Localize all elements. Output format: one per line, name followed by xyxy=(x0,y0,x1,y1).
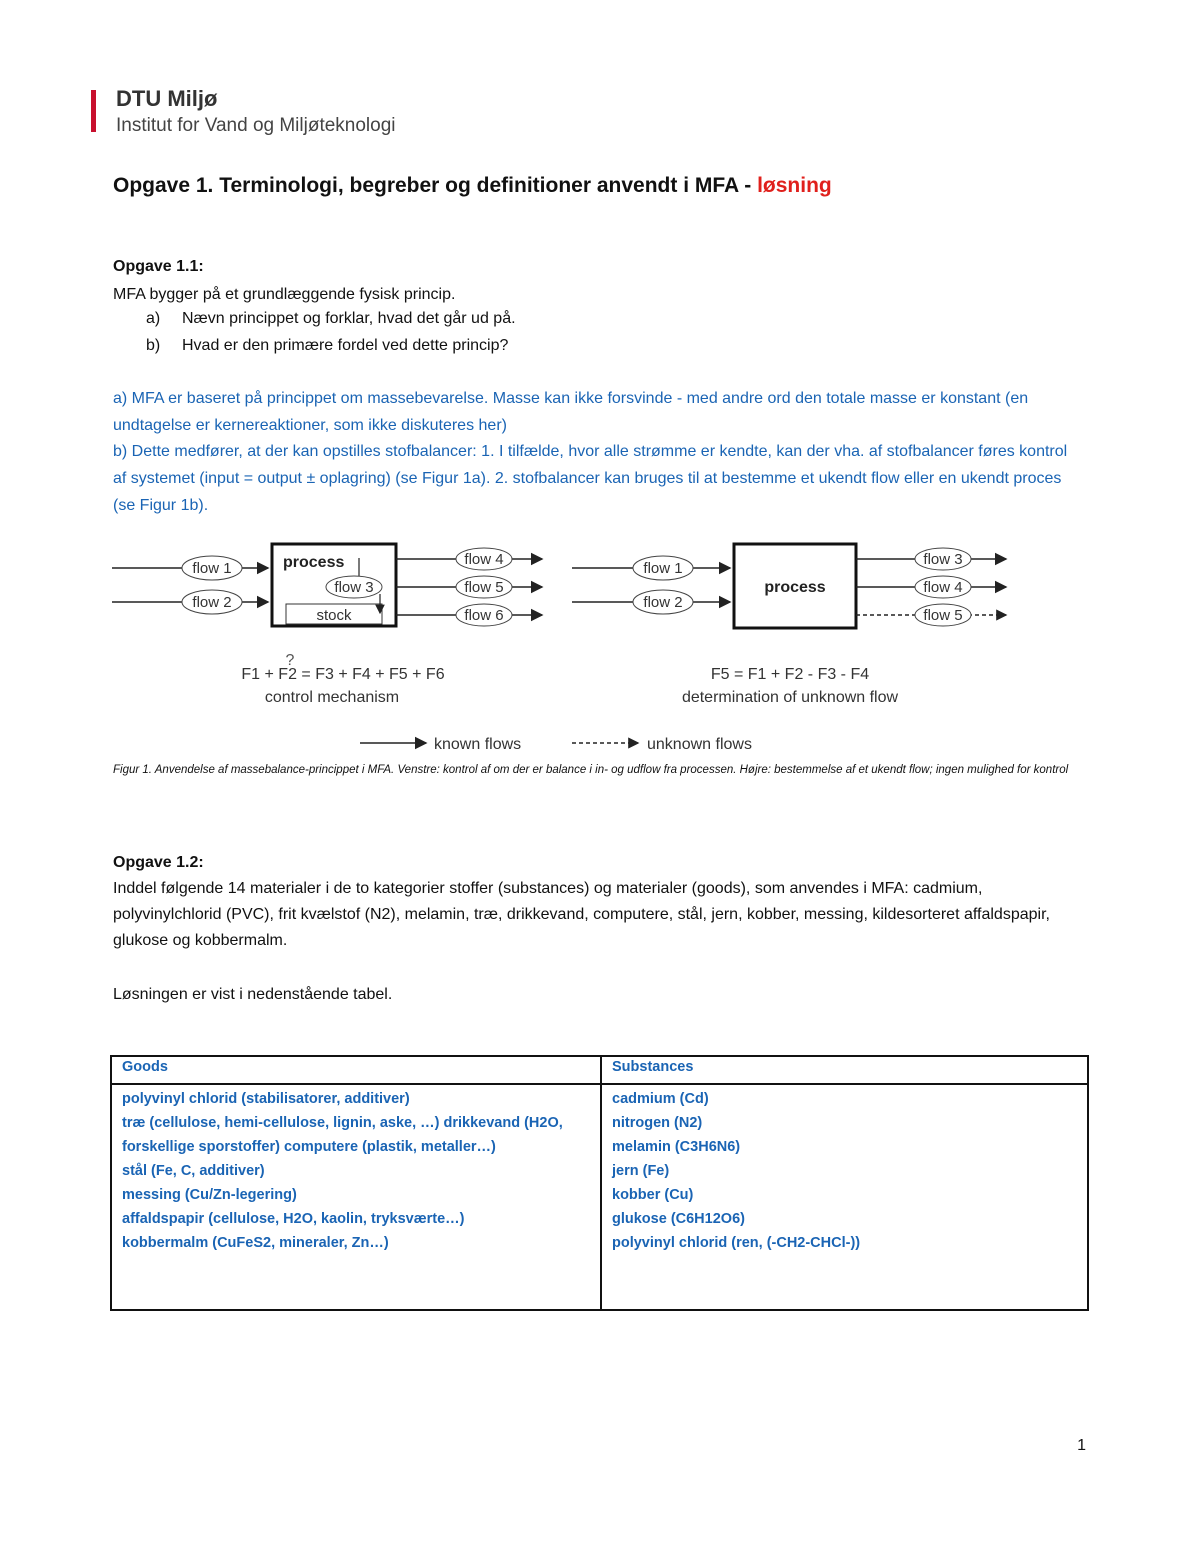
left-diagram xyxy=(112,544,542,706)
institute-name: Institut for Vand og Miljøteknologi xyxy=(116,115,396,136)
table-header-row xyxy=(111,1056,1088,1084)
right-diagram xyxy=(572,544,1006,706)
figure-1 xyxy=(110,538,1020,765)
figure-caption: Figur 1. Anvendelse af massebalance-princippet i MFA. Venstre: kontrol af om der er balance i in- og udflow fra processen. Højre: bestemmelse af et ukendt flow; ingen mulighed for kontrol xyxy=(113,764,1069,776)
task-1-2-solution-note: Løsningen er vist i nedenstående tabel. xyxy=(113,986,393,1003)
right-flow1-label: flow 1 xyxy=(643,560,683,577)
materials-table xyxy=(110,1055,1089,1311)
right-flow3-label: flow 3 xyxy=(923,551,963,568)
org-name: DTU Miljø xyxy=(116,86,218,111)
task-1-2-heading: Opgave 1.2: xyxy=(113,854,204,871)
legend-unknown-label: unknown flows xyxy=(647,736,752,753)
goods-cell xyxy=(111,1084,601,1310)
substance-item: polyvinyl chlorid (ren, (-CH2-CHCl-)) xyxy=(612,1235,861,1251)
title-main: Opgave 1. Terminologi, begreber og definitioner anvendt i MFA - xyxy=(113,174,758,197)
page-title xyxy=(113,174,832,198)
left-question-mark: ? xyxy=(285,652,295,669)
right-flow4-label: flow 4 xyxy=(923,579,963,596)
substance-item: melamin (C3H6N6) xyxy=(612,1139,741,1155)
goods-item: stål (Fe, C, additiver) xyxy=(122,1163,265,1179)
right-flow5-label: flow 5 xyxy=(923,607,963,624)
right-equation: F5 = F1 + F2 - F3 - F4 xyxy=(710,666,870,683)
substance-item: jern (Fe) xyxy=(612,1163,670,1179)
goods-item: kobbermalm (CuFeS2, mineraler, Zn…) xyxy=(122,1235,389,1251)
answer-b: b) Dette medfører, at der kan opstilles stofbalancer: 1. I tilfælde, hvor alle strømme er kendte, kan der vha. af stofbalancer føres kontrol af systemet (input = output ± oplagring) (se Figur 1a). 2. stofbalancer kan bruges til at bestemme et ukendt flow eller en ukendt proces (se Figur 1b). xyxy=(113,443,1068,514)
substance-item: kobber (Cu) xyxy=(612,1187,694,1203)
left-process-label: process xyxy=(283,554,345,571)
right-caption: determination of unknown flow xyxy=(681,689,899,706)
goods-item: polyvinyl chlorid (stabilisatorer, additiver) xyxy=(122,1091,410,1107)
substance-item: glukose (C6H12O6) xyxy=(612,1211,745,1227)
logo-bar xyxy=(91,90,96,132)
header-substances: Substances xyxy=(601,1056,1088,1084)
goods-item: messing (Cu/Zn-legering) xyxy=(122,1187,297,1203)
question-b-letter: b) xyxy=(146,337,161,354)
legend-known-label: known flows xyxy=(434,736,522,753)
figure-1-diagram xyxy=(110,538,1020,760)
page-number: 1 xyxy=(1077,1437,1086,1454)
left-flow1-label: flow 1 xyxy=(192,560,232,577)
left-flow3-label: flow 3 xyxy=(334,579,374,596)
question-a-letter: a) xyxy=(146,310,161,327)
table-row xyxy=(111,1084,1088,1310)
answer-a: a) MFA er baseret på princippet om massebevarelse. Masse kan ikke forsvinde - med andre ord den totale masse er konstant (en undtagelse er kernereaktioner, som ikke diskuteres her) xyxy=(113,390,1029,434)
left-equation: F1 + F2 = F3 + F4 + F5 + F6 xyxy=(241,666,445,683)
right-process-label: process xyxy=(764,579,826,596)
title-highlight: løsning xyxy=(757,174,832,197)
goods-item: affaldspapir (cellulose, H2O, kaolin, tryksværte…) xyxy=(122,1211,465,1227)
question-a-text: Nævn princippet og forklar, hvad det går ud på. xyxy=(182,310,516,327)
task-1-2-body: Inddel følgende 14 materialer i de to kategorier stoffer (substances) og materialer (goods), som anvendes i MFA: cadmium, polyvinylchlorid (PVC), frit kvælstof (N2), melamin, træ, drikkevand, computere, stål, jern, kobber, messing, kildesorteret affaldspapir, glukose og kobbermalm. xyxy=(113,880,1050,949)
left-flow6-label: flow 6 xyxy=(464,607,504,624)
substance-item: cadmium (Cd) xyxy=(612,1091,709,1107)
substances-cell xyxy=(601,1084,1088,1310)
left-stock-label: stock xyxy=(316,607,352,624)
left-flow2-label: flow 2 xyxy=(192,594,232,611)
right-flow2-label: flow 2 xyxy=(643,594,683,611)
task-1-1-heading: Opgave 1.1: xyxy=(113,258,204,275)
left-flow4-label: flow 4 xyxy=(464,551,504,568)
header-goods: Goods xyxy=(111,1056,601,1084)
question-b-text: Hvad er den primære fordel ved dette princip? xyxy=(182,337,509,354)
substance-item: nitrogen (N2) xyxy=(612,1115,703,1131)
task-1-1-intro: MFA bygger på et grundlæggende fysisk princip. xyxy=(113,286,456,303)
figure-legend xyxy=(360,736,752,753)
goods-item: træ (cellulose, hemi-cellulose, lignin, aske, …) drikkevand (H2O, forskellige sporstoffer) computere (plastik, metaller…) xyxy=(122,1115,563,1155)
left-flow5-label: flow 5 xyxy=(464,579,504,596)
left-caption: control mechanism xyxy=(264,689,400,706)
